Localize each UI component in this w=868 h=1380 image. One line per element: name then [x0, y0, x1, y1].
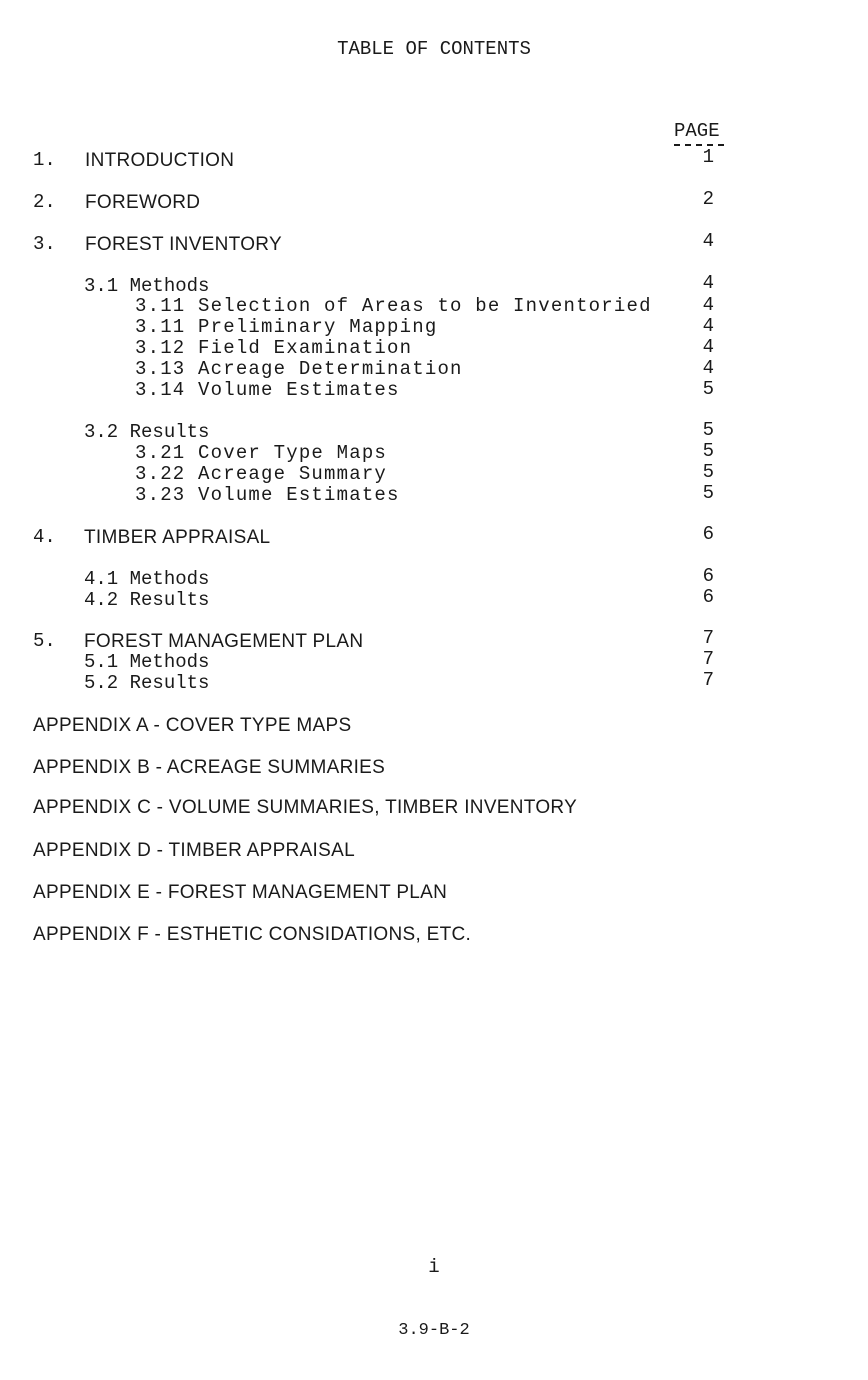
toc-subentry-3-11-mapping: 3.11 Preliminary Mapping — [135, 316, 438, 338]
toc-entry-introduction: INTRODUCTION — [85, 150, 235, 171]
appendix-entry: APPENDIX B - ACREAGE SUMMARIES — [33, 757, 386, 778]
appendix-entry: APPENDIX D - TIMBER APPRAISAL — [33, 840, 355, 861]
toc-subentry-4-1: 4.1 Methods — [84, 568, 210, 590]
toc-page-number: 5 — [702, 482, 714, 504]
toc-subentry-5-1: 5.1 Methods — [84, 651, 210, 673]
appendix-entry: APPENDIX A - COVER TYPE MAPS — [33, 715, 352, 736]
toc-page-number: 7 — [702, 627, 714, 649]
toc-number: 5. — [33, 630, 56, 652]
toc-subentry-5-2: 5.2 Results — [84, 672, 210, 694]
toc-subentry-3-22: 3.22 Acreage Summary — [135, 463, 388, 485]
document-code: 3.9-B-2 — [398, 1321, 470, 1340]
toc-page-number: 2 — [702, 188, 714, 210]
toc-subentry-3-1: 3.1 Methods — [84, 275, 210, 297]
page-column-header: PAGE — [674, 120, 720, 142]
toc-entry-forest-inventory: FOREST INVENTORY — [85, 234, 282, 255]
toc-page-number: 5 — [702, 461, 714, 483]
toc-page-number: 6 — [702, 523, 714, 545]
toc-page-number: 4 — [702, 272, 714, 294]
toc-subentry-3-21: 3.21 Cover Type Maps — [135, 442, 388, 464]
toc-page-number: 4 — [702, 357, 714, 379]
toc-page-number: 4 — [702, 294, 714, 316]
toc-number: 2. — [33, 191, 56, 213]
page-number-roman: i — [428, 1256, 440, 1278]
toc-page-number: 7 — [702, 648, 714, 670]
toc-subentry-3-23: 3.23 Volume Estimates — [135, 484, 400, 506]
appendix-entry: APPENDIX C - VOLUME SUMMARIES, TIMBER INVENTORY — [33, 797, 578, 818]
page-column-underline — [674, 144, 724, 146]
toc-number: 3. — [33, 233, 56, 255]
toc-entry-forest-management-plan: FOREST MANAGEMENT PLAN — [84, 631, 364, 652]
toc-entry-foreword: FOREWORD — [85, 192, 201, 213]
toc-number: 4. — [33, 526, 56, 548]
toc-subentry-3-12: 3.12 Field Examination — [135, 337, 413, 359]
document-title: TABLE OF CONTENTS — [337, 38, 531, 60]
toc-page-number: 5 — [702, 419, 714, 441]
appendix-entry: APPENDIX F - ESTHETIC CONSIDATIONS, ETC. — [33, 924, 472, 945]
appendix-entry: APPENDIX E - FOREST MANAGEMENT PLAN — [33, 882, 448, 903]
toc-page-number: 4 — [702, 230, 714, 252]
toc-page-number: 1 — [702, 146, 714, 168]
toc-page-number: 5 — [702, 378, 714, 400]
toc-page-number: 4 — [702, 315, 714, 337]
toc-page-number: 6 — [702, 565, 714, 587]
toc-page-number: 7 — [702, 669, 714, 691]
toc-subentry-3-14: 3.14 Volume Estimates — [135, 379, 400, 401]
toc-subentry-3-2: 3.2 Results — [84, 421, 210, 443]
toc-page-number: 4 — [702, 336, 714, 358]
toc-subentry-3-13: 3.13 Acreage Determination — [135, 358, 463, 380]
toc-subentry-3-11-selection: 3.11 Selection of Areas to be Inventoried — [135, 295, 652, 317]
toc-page-number: 6 — [702, 586, 714, 608]
toc-entry-timber-appraisal: TIMBER APPRAISAL — [84, 527, 271, 548]
toc-number: 1. — [33, 149, 56, 171]
toc-subentry-4-2: 4.2 Results — [84, 589, 210, 611]
toc-page-number: 5 — [702, 440, 714, 462]
